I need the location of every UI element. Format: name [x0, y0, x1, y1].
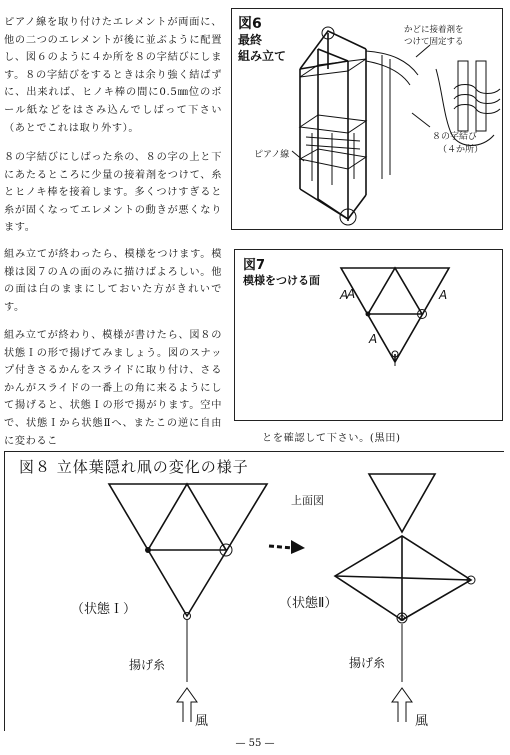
page-number: — 55 — — [235, 738, 275, 749]
fig7-title: 図7 — [243, 258, 266, 273]
fig7-a-label-top: A — [347, 287, 356, 301]
paragraph-1: ピアノ線を取り付けたエレメントが両面に、他の二つのエレメントが後に並ぶように配置し、図６のように４か所を８の字結びにします。８の字結びをするときは余り強く結ばずに、出来れば、ヒノキ棒の間に0.5㎜位のボール紙などをはさみ込んでしばって下さい（あとでこれは取り外す）。 — [4, 17, 222, 134]
fig8-wind-label-2: 風 — [415, 714, 429, 729]
fig6-title: 図6 — [238, 16, 262, 32]
fig8-wind-label-1: 風 — [195, 714, 209, 729]
figure-7 — [234, 249, 503, 421]
fig7-a-label-right: A — [439, 288, 448, 302]
fig8-line-label-1: 揚げ糸 — [129, 658, 166, 672]
paragraph-2: ８の字結びにしばった糸の、８の字の上と下にあたるところに少量の接着剤をつけて、糸とヒノキ棒を接着します。多くつけすぎると糸が固くなってエレメントの動きが悪くなります。 — [4, 152, 222, 234]
fig8-state2-label: （状態Ⅱ） — [279, 596, 338, 611]
fig6-drawing — [232, 9, 504, 231]
figure-6 — [231, 8, 503, 230]
fig8-line-label-2: 揚げ糸 — [349, 656, 386, 670]
paragraph-4: 組み立てが終わり、模様が書けたら、図８の状態Ｉの形で揚げてみましょう。図のスナップ付きさるかんをスライドに取り付け、さるかんがスライドの一番上の角に来るようにして揚げると、状態Ｉの形で揚がります。空中で、状態Ｉから状態Ⅱへ、またこの逆に自由に変わるこ — [4, 330, 222, 447]
paragraph-3: 組み立てが終わったら、模様をつけます。模様は図７のＡの面のみに描けばよろしい。他の面は白のままにしておいた方がきれいです。 — [4, 249, 222, 313]
fig8-state1-label: （状態Ｉ） — [71, 602, 137, 617]
fig7-subtitle: 模様をつける面 — [243, 274, 320, 287]
fig6-piano-label: ピアノ線 — [254, 150, 290, 160]
fig6-subtitle-1: 最終 — [238, 33, 263, 47]
fig7-a-label-bottom: A — [369, 332, 378, 346]
fig6-note-1: かどに接着剤を — [404, 25, 464, 35]
fig6-knot-label-2: （４か所） — [438, 145, 484, 155]
figure-8 — [4, 451, 504, 731]
fig8-drawing — [5, 452, 505, 732]
fig8-title: 図８ 立体葉隠れ凧の変化の様子 — [19, 458, 249, 476]
fig6-note-2: つけて固定する — [404, 37, 464, 47]
fig8-top-view-label: 上面図 — [291, 494, 324, 507]
fig6-knot-label-1: ８の字結び — [432, 132, 478, 142]
fig6-subtitle-2: 組み立て — [238, 49, 287, 63]
paragraph-4-continuation: とを確認して下さい。(黒田) — [262, 433, 401, 444]
fig7-a-label-left: A — [340, 288, 349, 302]
